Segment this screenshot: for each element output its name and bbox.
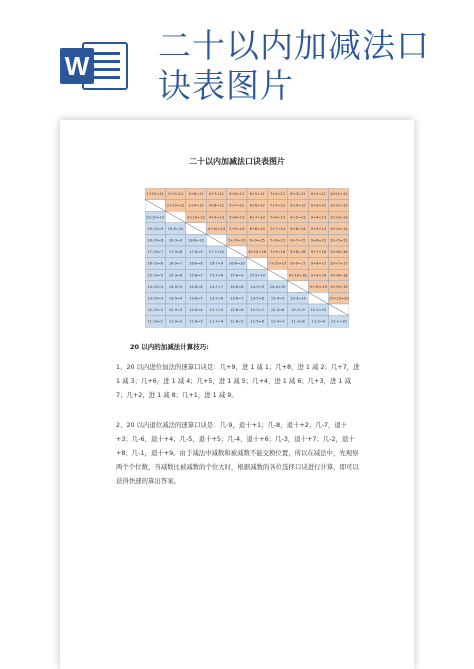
table-cell-text: 19-9=10: [167, 226, 184, 231]
table-cell-text: 15-9=6: [168, 273, 183, 278]
table-cell-text: 8+10=18: [289, 273, 307, 278]
table-cell-text: 3+9=12: [188, 203, 204, 208]
table-cell-text: 15-10=5: [147, 273, 164, 278]
page-title-line1: 二十以内加减法口: [158, 26, 430, 65]
table-cell-text: 20-10=10: [146, 215, 165, 220]
table-cell-text: 10+6=16: [330, 250, 348, 255]
table-cell-text: 17-7=10: [208, 250, 225, 255]
table-cell-text: 13-5=8: [250, 296, 264, 301]
table-cell-text: 14-8=6: [189, 284, 203, 289]
table-cell-text: 7+5=12: [270, 203, 286, 208]
table-cell-text: 9+8=17: [310, 261, 326, 266]
table-cell-text: 7+6=13: [270, 215, 286, 220]
table-cell-text: 8+8=16: [290, 250, 306, 255]
table-cell-text: 5+6=11: [229, 192, 245, 197]
table-cell-text: 13-6=7: [230, 296, 244, 301]
table-cell-text: 12-8=4: [189, 308, 203, 313]
table-cell-text: 11-8=3: [189, 319, 203, 324]
table-cell-text: 3+8=11: [188, 192, 204, 197]
table-cell-text: 16-10=6: [147, 261, 164, 266]
paragraph-addition: 1、20 以内进位加法的速算口诀是：几+9，进 1 减 1；几+8，进 1 减 2；几+7，进 1 减 3；几+6，进 1 减 4；几+5，进 1 减 5；几+4，进 1 减 6；几+3，进 1 减 7；几+2，进 1 减 8；几+1，进 1 减 9。: [116, 363, 360, 399]
table-cell-text: 14-4=10: [269, 284, 286, 289]
table-cell-text: 12-5=7: [250, 308, 264, 313]
table-cell-text: 19-10=9: [147, 226, 164, 231]
table-cell-text: 3+10=13: [187, 215, 205, 220]
table-cell-text: 13-10=3: [147, 296, 164, 301]
table-cell-text: 2+10=12: [166, 203, 185, 208]
table-cell-text: 8+3=11: [290, 192, 306, 197]
table-cell-text: 6+7=13: [249, 215, 265, 220]
table-cell-text: 18-9=9: [168, 238, 183, 243]
formula-table-svg: [145, 188, 349, 328]
page-title-line2: 诀表图片: [158, 66, 294, 105]
table-cell-text: 7+8=15: [270, 238, 286, 243]
table-cell-text: 15-8=7: [189, 273, 203, 278]
table-cell-text: 10+8=18: [330, 273, 348, 278]
table-cell-text: 13-7=6: [209, 296, 224, 301]
table-cell-text: 11-7=4: [209, 319, 224, 324]
table-cell-text: 6+8=14: [249, 226, 265, 231]
table-cell-text: 6+9=15: [249, 238, 265, 243]
table-cell-text: 8+4=12: [290, 203, 306, 208]
table-cell-text: 14-10=4: [147, 284, 164, 289]
formula-table: [145, 188, 349, 388]
table-cell-text: 12-4=8: [270, 308, 285, 313]
table-cell-text: 6+10=16: [248, 250, 266, 255]
table-cell-text: 9+9=18: [310, 273, 326, 278]
table-cell-text: 12-6=6: [230, 308, 244, 313]
table-cell-text: 11-2=9: [311, 319, 326, 324]
table-cell-text: 4+9=13: [208, 215, 224, 220]
table-cell-text: 9+3=12: [310, 203, 326, 208]
table-cell-text: 8+6=14: [290, 226, 306, 231]
table-cell-text: 11-5=6: [250, 319, 264, 324]
table-cell-text: 15-7=8: [209, 273, 224, 278]
word-icon-letter: W: [60, 48, 94, 84]
table-cell-text: 7+4=11: [270, 192, 286, 197]
table-cell-text: 7+9=16: [270, 250, 286, 255]
table-cell-text: 16-6=10: [228, 261, 245, 266]
table-cell-text: 7+10=17: [268, 261, 287, 266]
table-cell-text: 4+8=12: [208, 203, 224, 208]
table-cell-text: 12-10=2: [147, 308, 164, 313]
table-cell-text: 10+7=17: [330, 261, 348, 266]
table-cell-text: 9+7=16: [310, 250, 326, 255]
table-cell-text: 11-6=5: [230, 319, 244, 324]
table-cell-text: 17-8=9: [189, 250, 203, 255]
table-cell-text: 18-8=10: [188, 238, 204, 243]
table-cell-text: 4+7=11: [208, 192, 224, 197]
paragraph-subtraction: 2、20 以内退位减法的速算口诀是：几-9，退十+1；几-8，退十+2；几-7，退十+3；几-6，退十+4；几-5，退十+5；几-4，退十+6；几-3，退十+7；几-2，退十+8；几-1，退十+9。由于减法中减数和被减数不能交换位置，所以在减法中，先观察两个个位数，当减数比被减数的个位大时，根据减数的各位选择口诀进行计算，即可以获得快速的算出答案。: [116, 421, 359, 485]
table-cell-text: 12-3=9: [291, 308, 305, 313]
table-cell-text: 11-1=10: [330, 319, 347, 324]
table-cell-text: 5+7=12: [229, 203, 245, 208]
table-cell-text: 5+10=15: [228, 238, 246, 243]
table-cell-text: 9+6=15: [310, 238, 326, 243]
table-cell-text: 6+5=11: [249, 192, 265, 197]
table-cell-text: 15-5=10: [249, 273, 266, 278]
tips-title: 20 以内的加减法计算技巧:: [130, 343, 209, 351]
table-cell-text: 12-7=5: [209, 308, 224, 313]
table-cell-text: 10+3=13: [330, 215, 348, 220]
table-cell-text: 11-3=8: [291, 319, 305, 324]
table-cell-text: 7+7=14: [270, 226, 286, 231]
table-cell-text: 11-9=2: [168, 319, 183, 324]
table-cell-text: 12-9=3: [168, 308, 183, 313]
table-cell-text: 13-3=10: [290, 296, 306, 301]
table-cell-text: 15-6=9: [230, 273, 244, 278]
banner: [0, 0, 474, 110]
table-cell-text: 12-2=10: [310, 308, 327, 313]
table-cell-text: 17-10=7: [147, 250, 164, 255]
table-cell-text: 10+10=20: [328, 296, 349, 301]
table-cell-text: 16-9=7: [168, 261, 183, 266]
table-cell-text: 1+10=11: [146, 192, 164, 197]
table-cell-text: 14-9=5: [168, 284, 183, 289]
word-icon: [60, 40, 130, 92]
table-cell-text: 10+4=14: [330, 226, 348, 231]
table-cell-text: 5+8=13: [229, 215, 245, 220]
table-cell-text: 18-10=8: [147, 238, 164, 243]
table-cell-text: 10+9=19: [330, 284, 348, 289]
table-cell-text: 13-8=5: [189, 296, 203, 301]
table-cell-text: 9+2=11: [310, 192, 326, 197]
table-cell-text: 5+9=14: [229, 226, 245, 231]
document-page: [60, 120, 414, 669]
table-cell-text: 6+6=12: [249, 203, 265, 208]
table-cell-text: 9+4=13: [310, 215, 326, 220]
table-cell-text: 4+10=14: [207, 226, 226, 231]
document-title: 二十以内加减法口诀表图片: [189, 157, 285, 166]
table-cell-text: 8+9=17: [290, 261, 306, 266]
table-cell-text: 11-4=7: [270, 319, 285, 324]
table-cell-text: 2+9=11: [168, 192, 184, 197]
table-cell-text: 8+5=13: [290, 215, 306, 220]
table-cell-text: 13-4=9: [270, 296, 285, 301]
table-cell-text: 13-9=4: [168, 296, 183, 301]
table-cell-text: 16-7=9: [209, 261, 224, 266]
table-cell-text: 9+10=19: [309, 284, 328, 289]
table-cell-text: 8+7=15: [290, 238, 306, 243]
table-cell-text: 17-9=8: [168, 250, 183, 255]
table-cell-text: 10+1=11: [330, 192, 348, 197]
table-cell-text: 10+5=15: [330, 238, 348, 243]
table-cell-text: 11-10=1: [147, 319, 164, 324]
table-cell-text: 9+5=14: [310, 226, 326, 231]
page-title: [158, 26, 458, 106]
table-cell-text: 16-8=8: [189, 261, 203, 266]
table-cell-text: 14-7=7: [209, 284, 224, 289]
table-cell-text: 14-6=8: [230, 284, 244, 289]
table-cell-text: 10+2=12: [330, 203, 348, 208]
table-cell-text: 14-5=9: [250, 284, 264, 289]
